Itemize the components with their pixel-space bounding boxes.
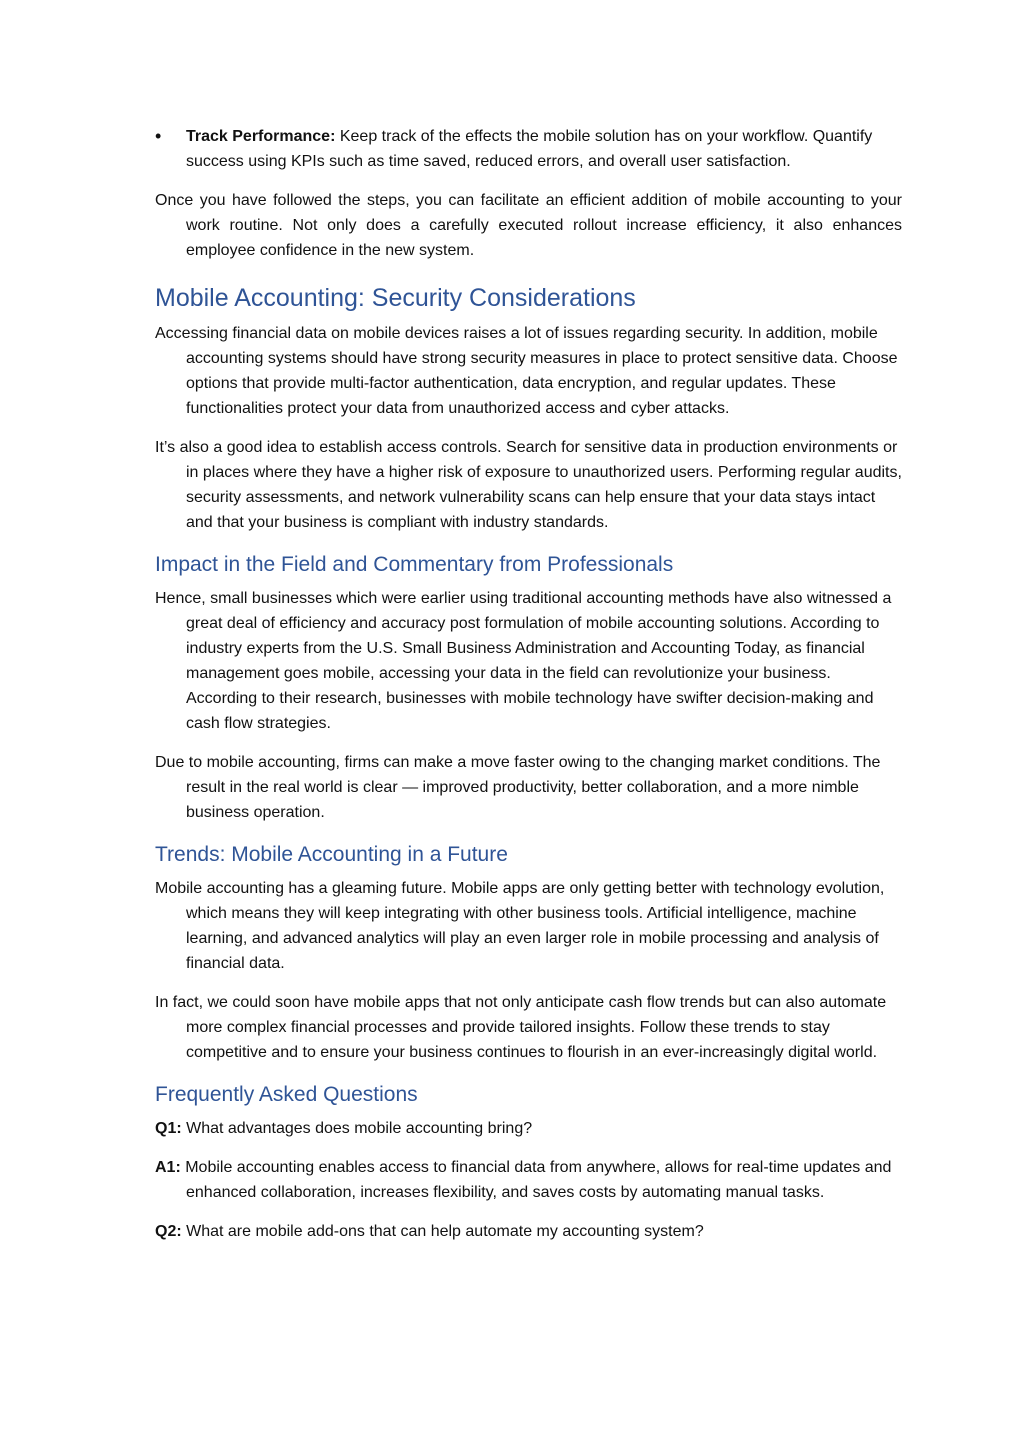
faq-question-1	[155, 1116, 902, 1141]
intro-paragraph: Once you have followed the steps, you can facilitate an efficient addition of mobile accounting to your work routine. Not only does a carefully executed rollout increase efficiency, it also enhances employee confidence in the new system.	[155, 192, 902, 259]
impact-paragraph-1: Hence, small businesses which were earlier using traditional accounting methods have also witnessed a great deal of efficiency and accuracy post formulation of mobile accounting solutions. According to industry experts from the U.S. Small Business Administration and Accounting Today, as financial management goes mobile, accessing your data in the field can revolutionize your business. According to their research, businesses with mobile technology have swifter decision-making and cash flow strategies.	[155, 590, 892, 732]
faq-q2-label: Q2:	[155, 1223, 182, 1240]
document-page	[155, 124, 902, 1258]
faq-a1-label: A1:	[155, 1159, 181, 1176]
faq-q2-text: What are mobile add-ons that can help automate my accounting system?	[181, 1223, 704, 1240]
security-paragraph-2: It’s also a good idea to establish access controls. Search for sensitive data in production environments or in places where they have a higher risk of exposure to unauthorized users. Performing regular audits, security assessments, and network vulnerability scans can help ensure that your data stays intact and that your business is compliant with industry standards.	[155, 439, 902, 531]
faq-question-2	[155, 1219, 902, 1244]
faq-q1-label: Q1:	[155, 1120, 182, 1137]
trends-paragraph-1: Mobile accounting has a gleaming future. Mobile apps are only getting better with technology evolution, which means they will keep integrating with other business tools. Artificial intelligence, machine learning, and advanced analytics will play an even larger role in mobile processing and analysis of financial data.	[155, 880, 885, 972]
heading-faq: Frequently Asked Questions	[155, 1083, 418, 1106]
faq-a1-text: Mobile accounting enables access to financial data from anywhere, allows for real-time updates and enhanced collaboration, increases flexibility, and saves costs by automating manual tasks.	[180, 1159, 892, 1201]
faq-answer-1	[155, 1155, 902, 1205]
security-paragraph-1: Accessing financial data on mobile devices raises a lot of issues regarding security. In addition, mobile accounting systems should have strong security measures in place to protect sensitive data. Choose options that provide multi-factor authentication, data encryption, and regular updates. These functionalities protect your data from unauthorized access and cyber attacks.	[155, 325, 898, 417]
faq-q1-text: What advantages does mobile accounting bring?	[181, 1120, 533, 1137]
heading-security: Mobile Accounting: Security Considerations	[155, 284, 636, 312]
bullet-item-track-performance	[155, 124, 902, 174]
bullet-text: Keep track of the effects the mobile solution has on your workflow. Quantify success using KPIs such as time saved, reduced errors, and overall user satisfaction.	[186, 128, 873, 170]
bullet-label: Track Performance:	[186, 128, 336, 145]
heading-trends: Trends: Mobile Accounting in a Future	[155, 843, 508, 866]
impact-paragraph-2: Due to mobile accounting, firms can make a move faster owing to the changing market conditions. The result in the real world is clear — improved productivity, better collaboration, and a more nimble business operation.	[155, 754, 881, 821]
trends-paragraph-2: In fact, we could soon have mobile apps that not only anticipate cash flow trends but can also automate more complex financial processes and provide tailored insights. Follow these trends to stay competitive and to ensure your business continues to flourish in an ever-increasingly digital world.	[155, 994, 887, 1061]
bullet-dot-icon: •	[155, 126, 162, 146]
heading-impact: Impact in the Field and Commentary from Professionals	[155, 553, 674, 576]
